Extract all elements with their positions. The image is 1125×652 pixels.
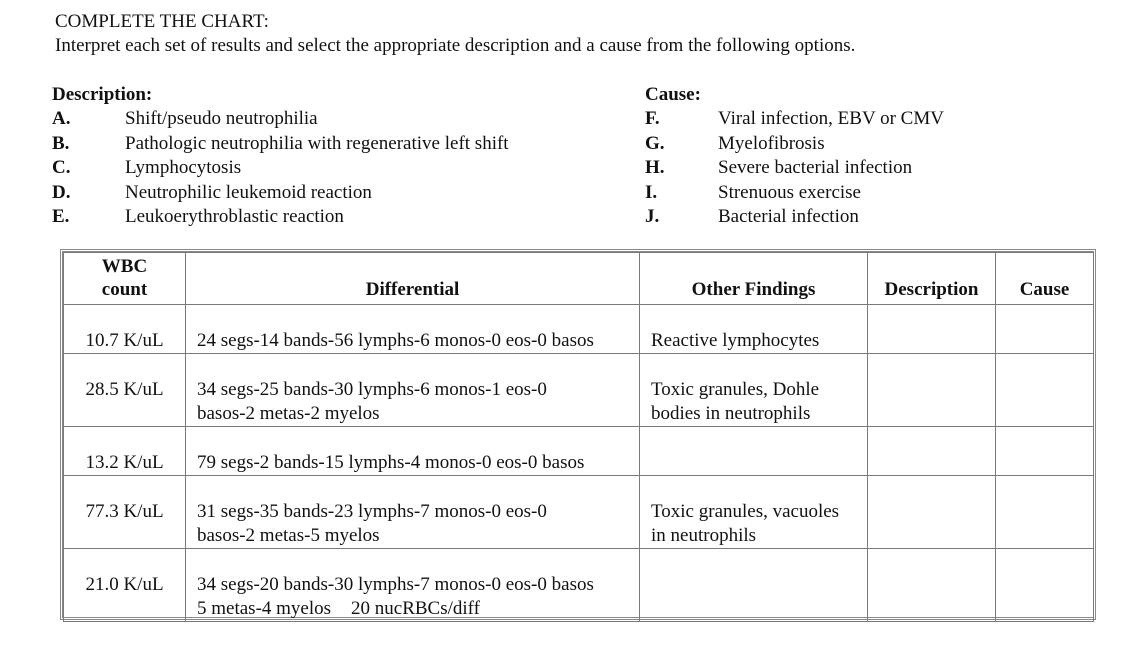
option-letter: C. [52, 157, 71, 178]
other-findings-cell [640, 427, 868, 476]
header-wbc-line2: count [101, 279, 148, 300]
cause-answer-cell[interactable] [996, 476, 1094, 549]
option-text: Bacterial infection [718, 206, 859, 227]
option-text: Myelofibrosis [718, 132, 825, 154]
option-text: Severe bacterial infection [718, 157, 913, 178]
other-findings-line: Toxic granules, Dohle [651, 379, 820, 400]
header-cause: Cause [996, 253, 1094, 305]
description-answer-cell[interactable] [868, 354, 996, 427]
header-wbc-line1: WBC [101, 256, 148, 277]
table-row [64, 305, 1094, 354]
cause-answer-cell[interactable] [996, 427, 1094, 476]
description-option-c [52, 156, 242, 181]
differential-line: basos-2 metas-2 myelos [197, 403, 380, 424]
table-row [64, 427, 1094, 476]
other-findings-line: bodies in neutrophils [651, 403, 811, 424]
cause-answer-cell[interactable] [996, 354, 1094, 427]
option-letter: G. [645, 132, 665, 154]
cause-option-g [645, 132, 825, 157]
description-options-title: Description: [52, 84, 153, 105]
other-findings-cell [640, 476, 868, 549]
wbc-count-cell: 21.0 K/uL [64, 549, 186, 622]
differential-line: 24 segs-14 bands-56 lymphs-6 monos-0 eos-0 basos [197, 330, 594, 351]
description-answer-cell[interactable] [868, 476, 996, 549]
other-findings-cell [640, 354, 868, 427]
cause-option-h [645, 156, 913, 181]
option-text: Strenuous exercise [718, 181, 861, 203]
cause-option-f [645, 107, 944, 132]
differential-cell [186, 549, 640, 622]
description-answer-cell[interactable] [868, 549, 996, 622]
description-options [52, 83, 509, 230]
other-findings-line: Reactive lymphocytes [651, 330, 820, 351]
option-letter: E. [52, 206, 70, 227]
header-differential: Differential [186, 253, 640, 305]
table-header-row [64, 253, 1094, 305]
differential-line: 34 segs-20 bands-30 lymphs-7 monos-0 eos-0 basos [197, 574, 594, 595]
instructions-text: Interpret each set of results and select the appropriate description and a cause from the following options. [55, 35, 856, 56]
other-findings-line: Toxic granules, vacuoles [651, 501, 840, 522]
differential-line: 34 segs-25 bands-30 lymphs-6 monos-1 eos-0 [197, 379, 547, 400]
differential-cell [186, 427, 640, 476]
differential-cell [186, 305, 640, 354]
description-option-a [52, 107, 318, 132]
cause-option-j [645, 205, 859, 230]
cause-answer-cell[interactable] [996, 305, 1094, 354]
other-findings-line: in neutrophils [651, 525, 757, 546]
cause-options-title: Cause: [645, 84, 701, 105]
option-text: Leukoerythroblastic reaction [125, 206, 344, 227]
description-answer-cell[interactable] [868, 427, 996, 476]
option-text: Shift/pseudo neutrophilia [125, 108, 318, 129]
description-option-b [52, 132, 509, 157]
option-text: Neutrophilic leukemoid reaction [125, 181, 372, 203]
table-row [64, 549, 1094, 622]
option-letter: I. [645, 181, 658, 203]
cause-answer-cell[interactable] [996, 549, 1094, 622]
option-text: Lymphocytosis [125, 157, 242, 178]
option-letter: J. [645, 206, 660, 227]
cause-option-i [645, 181, 861, 206]
description-answer-cell[interactable] [868, 305, 996, 354]
differential-cell [186, 354, 640, 427]
results-table [60, 249, 1096, 620]
cause-options [645, 83, 944, 230]
other-findings-cell [640, 305, 868, 354]
table-row [64, 476, 1094, 549]
differential-line [197, 597, 631, 621]
option-letter: A. [52, 108, 71, 129]
nucleated-rbc-count: 20 nucRBCs/diff [351, 598, 480, 619]
description-option-d [52, 181, 372, 206]
option-letter: F. [645, 108, 660, 129]
wbc-count-cell: 77.3 K/uL [64, 476, 186, 549]
wbc-count-cell: 10.7 K/uL [64, 305, 186, 354]
wbc-count-cell: 28.5 K/uL [64, 354, 186, 427]
option-text: Viral infection, EBV or CMV [718, 108, 944, 129]
option-text: Pathologic neutrophilia with regenerative left shift [125, 132, 509, 154]
page-heading: COMPLETE THE CHART: [55, 11, 269, 32]
differential-segment: 5 metas-4 myelos [197, 598, 332, 619]
option-letter: B. [52, 132, 70, 154]
differential-line: 79 segs-2 bands-15 lymphs-4 monos-0 eos-0 basos [197, 452, 585, 473]
differential-cell [186, 476, 640, 549]
differential-line: basos-2 metas-5 myelos [197, 525, 380, 546]
description-option-e [52, 205, 344, 230]
table-row [64, 354, 1094, 427]
wbc-count-cell: 13.2 K/uL [64, 427, 186, 476]
option-letter: H. [645, 157, 665, 178]
header-description: Description [868, 253, 996, 305]
other-findings-cell [640, 549, 868, 622]
header-other-findings: Other Findings [640, 253, 868, 305]
differential-line: 31 segs-35 bands-23 lymphs-7 monos-0 eos-0 [197, 501, 547, 522]
header-wbc-count [64, 253, 186, 305]
option-letter: D. [52, 181, 71, 203]
